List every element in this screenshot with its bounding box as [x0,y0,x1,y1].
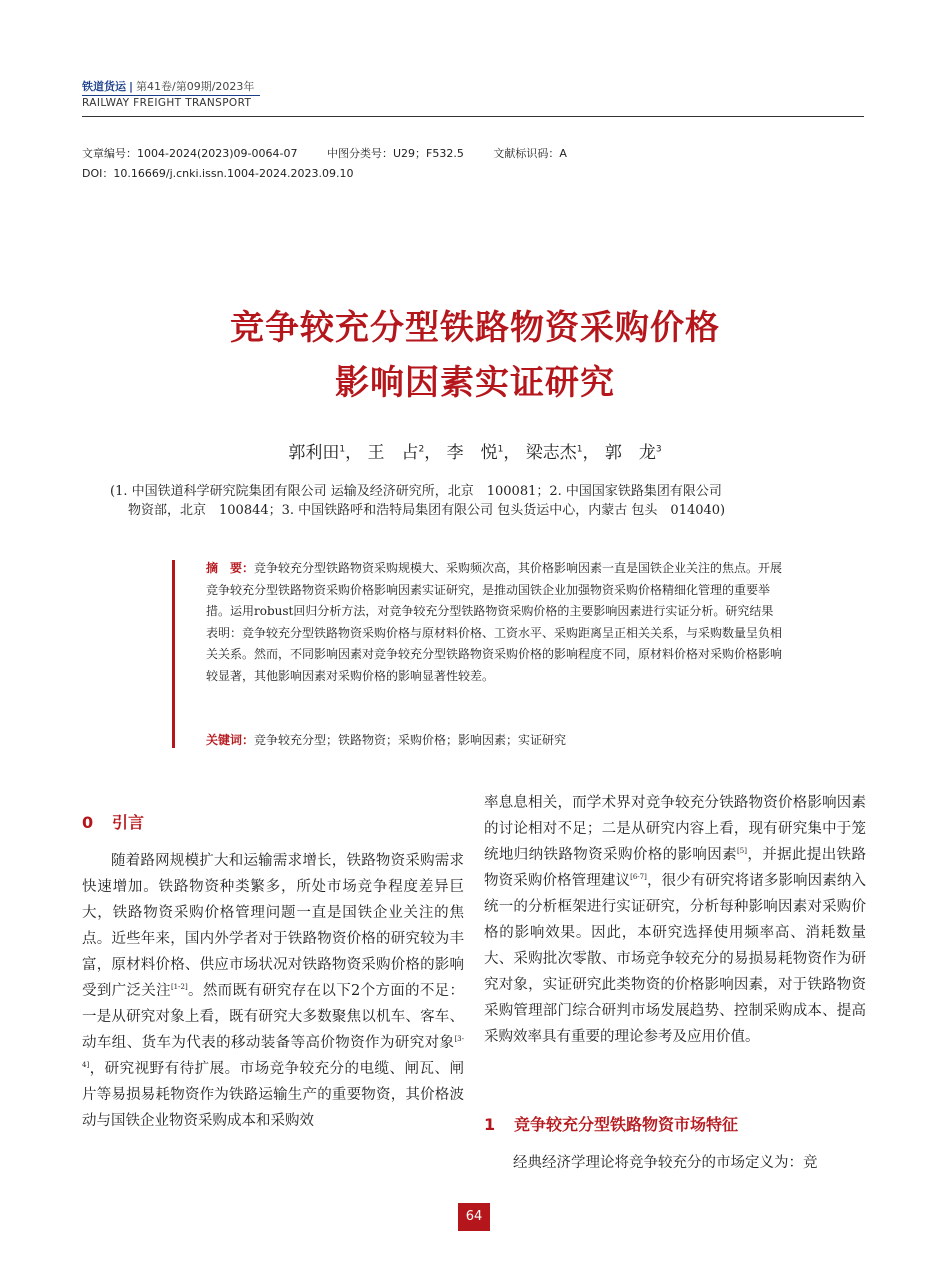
section-heading-intro [82,810,144,833]
affiliation-line-2: 物资部，北京 100844；3. 中国铁路呼和浩特局集团有限公司 包头货运中心，内蒙古 包头 014040) [128,503,726,518]
journal-name: 铁道货运 [82,80,126,93]
abstract [206,558,784,687]
citation: [5] [737,847,747,855]
body-column-right [484,790,866,1050]
section-heading-market [484,1112,738,1135]
author-list: 郭利田$^1$， 王 占$^2$， 李 悦$^1$， 梁志杰$^1$， 郭 龙$^3$ [288,443,662,463]
document-code: 文献标识码：A [493,147,567,160]
author: 郭 龙 [604,443,656,463]
volume-info: 第41卷/第09期/2023年 [136,80,255,93]
header-rule [82,116,864,117]
citation: [3-4] [82,1035,464,1069]
header-accent-rule [82,95,260,96]
author: 王 占 [367,443,419,463]
body-column-left [82,848,464,1134]
affiliation-line-1: (1. 中国铁道科学研究院集团有限公司 运输及经济研究所，北京 100081；2. 中国国家铁路集团有限公司 [110,484,722,499]
abstract-label: 摘 要： [206,561,255,575]
paragraph: 经典经济学理论将竞争较充分的市场定义为：竞 [513,1155,818,1171]
journal-header [82,78,254,94]
doi: DOI：10.16669/j.cnki.issn.1004-2024.2023.09.10 [82,167,354,180]
affiliations [110,482,840,520]
paragraph: 随着路网规模扩大和运输需求增长，铁路物资采购需求快速增加。铁路物资种类繁多，所处市场竞争程度差异巨大，铁路物资采购价格管理问题一直是国铁企业关注的焦点。近些年来，国内外学者对于铁路物资价格的研究较为丰富，原材料价格、供应市场状况对铁路物资采购价格的影响受到广泛关注[1-2]。然而既有研究存在以下2个方面的不足：一是从研究对象上看，既有研究大多数聚焦以机车、客车、动车组、货车为代表的移动装备等高价物资作为研究对象[3-4]，研究视野有待扩展。市场竞争较充分的电缆、闸瓦、闸片等易损易耗物资作为铁路运输生产的重要物资，其价格波动与国铁企业物资采购成本和采购效 [82,853,464,1129]
paragraph: 率息息相关，而学术界对竞争较充分铁路物资价格影响因素的讨论相对不足；二是从研究内容上看，现有研究集中于笼统地归纳铁路物资采购价格的影响因素[5]，并据此提出铁路物资采购价格管理建议[6-7]，很少有研究将诸多影响因素纳入统一的分析框架进行实证研究，分析每种影响因素对采购价格的影响效果。因此，本研究选择使用频率高、消耗数量大、采购批次零散、市场竞争较充分的易损易耗物资作为研究对象，实证研究此类物资的价格影响因素，对于铁路物资采购管理部门综合研判市场发展趋势、控制采购成本、提高采购效率具有重要的理论参考及应用价值。 [484,795,867,1045]
clc-number: 中图分类号：U29；F532.5 [326,147,464,160]
header-separator: | [129,80,134,93]
article-number: 文章编号：1004-2024(2023)09-0064-07 [82,147,298,160]
section-title: 竞争较充分型铁路物资市场特征 [514,1115,739,1134]
section-number: 0 [82,813,94,832]
title-line-1: 竞争较充分型铁路物资采购价格 [230,308,720,348]
section-number: 1 [484,1115,496,1134]
article-meta [82,145,567,161]
title-line-2: 影响因素实证研究 [335,363,615,403]
journal-english-name: RAILWAY FREIGHT TRANSPORT [82,97,252,109]
keywords [206,731,784,748]
section-title: 引言 [112,813,145,832]
citation: [6-7] [630,873,647,881]
abstract-text: 竞争较充分型铁路物资采购规模大、采购频次高，其价格影响因素一直是国铁企业关注的焦点。开展竞争较充分型铁路物资采购价格影响因素实证研究，是推动国铁企业加强物资采购价格精细化管理的重要举措。运用robust回归分析方法，对竞争较充分型铁路物资采购价格的主要影响因素进行实证分析。研究结果表明：竞争较充分型铁路物资采购价格与原材料价格、工资水平、采购距离呈正相关关系，与采购数量呈负相关关系。然而，不同影响因素对竞争较充分型铁路物资采购价格的影响程度不同，原材料价格对采购价格影响较显著，其他影响因素对采购价格的影响显著性较差。 [206,561,783,683]
page-number: 64 [458,1203,490,1231]
keywords-text: 竞争较充分型；铁路物资；采购价格；影响因素；实证研究 [254,733,567,747]
citation: [1-2] [170,983,188,991]
abstract-accent-bar [172,560,175,748]
author: 梁志杰 [525,443,577,463]
author: 郭利田 [288,443,340,463]
keywords-label: 关键词： [206,733,255,747]
body-column-right-continued [484,1150,866,1176]
author: 李 悦 [446,443,498,463]
